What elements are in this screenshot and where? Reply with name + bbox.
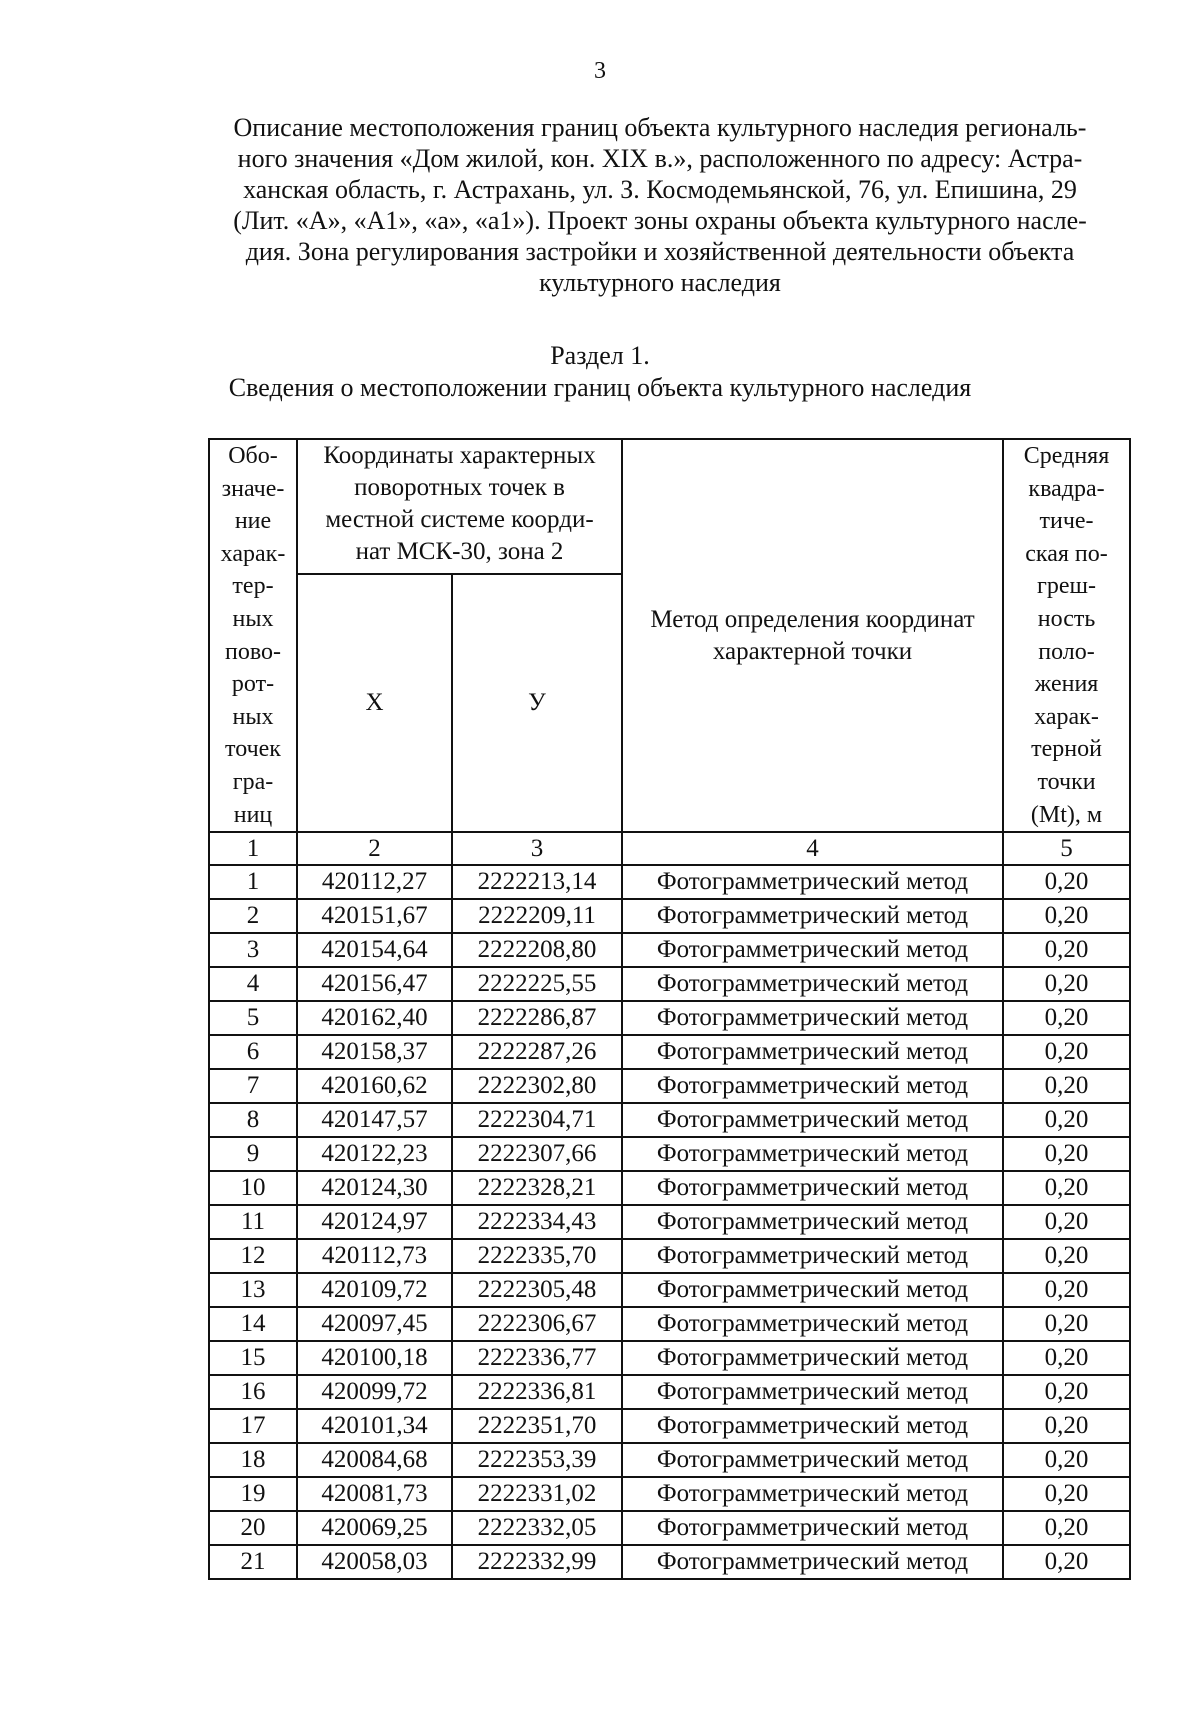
x-coordinate-cell: 420081,73: [297, 1477, 452, 1511]
table-row: [209, 1545, 1130, 1579]
method-cell: Фотограмметрический метод: [622, 1307, 1003, 1341]
header-line: харак-: [220, 540, 286, 567]
header-line: ниц: [233, 801, 273, 828]
header-line: гра-: [232, 768, 274, 795]
error-cell: 0,20: [1003, 1307, 1130, 1341]
y-coordinate-cell: 2222307,66: [452, 1137, 622, 1171]
method-cell: Фотограмметрический метод: [622, 1375, 1003, 1409]
table-row: [209, 1341, 1130, 1375]
x-coordinate-cell: 420124,30: [297, 1171, 452, 1205]
table-row: [209, 933, 1130, 967]
error-cell: 0,20: [1003, 1137, 1130, 1171]
header-line: (Mt), м: [1030, 801, 1103, 828]
point-number-cell: 21: [209, 1545, 297, 1579]
x-coordinate-cell: 420158,37: [297, 1035, 452, 1069]
y-coordinate-cell: 2222302,80: [452, 1069, 622, 1103]
header-line: тер-: [232, 573, 274, 600]
y-coordinate-cell: 2222225,55: [452, 967, 622, 1001]
y-coordinate-cell: 2222209,11: [452, 899, 622, 933]
header-line: поло-: [1038, 638, 1095, 665]
section-label: Раздел 1.: [550, 341, 650, 370]
method-cell: Фотограмметрический метод: [622, 899, 1003, 933]
method-cell: Фотограмметрический метод: [622, 1137, 1003, 1171]
header-line: нат МСК-30, зона 2: [355, 538, 564, 565]
point-number-cell: 11: [209, 1205, 297, 1239]
error-cell: 0,20: [1003, 1035, 1130, 1069]
table-row: [209, 1375, 1130, 1409]
table-row: [209, 865, 1130, 899]
x-coordinate-cell: 420154,64: [297, 933, 452, 967]
y-coordinate-cell: 2222328,21: [452, 1171, 622, 1205]
heading-line: культурного наследия: [539, 268, 781, 297]
x-coordinate-cell: 420147,57: [297, 1103, 452, 1137]
y-coordinate-cell: 2222287,26: [452, 1035, 622, 1069]
header-line: жения: [1034, 671, 1099, 698]
method-cell: Фотограмметрический метод: [622, 1273, 1003, 1307]
point-number-cell: 16: [209, 1375, 297, 1409]
table-row: [209, 1205, 1130, 1239]
column-number-row: [209, 832, 1130, 865]
x-coordinate-cell: 420100,18: [297, 1341, 452, 1375]
y-coordinate-cell: 2222331,02: [452, 1477, 622, 1511]
section-title: [0, 340, 1200, 404]
point-number-cell: 5: [209, 1001, 297, 1035]
error-cell: 0,20: [1003, 1511, 1130, 1545]
header-line: характерной точки: [712, 637, 913, 665]
header-line: поворотных точек в: [354, 474, 565, 501]
point-number-cell: 17: [209, 1409, 297, 1443]
y-coordinate-cell: 2222305,48: [452, 1273, 622, 1307]
x-coordinate-cell: 420058,03: [297, 1545, 452, 1579]
x-coordinate-cell: 420099,72: [297, 1375, 452, 1409]
table-row: [209, 899, 1130, 933]
header-x: Х: [297, 574, 452, 832]
table-row: [209, 1171, 1130, 1205]
point-number-cell: 2: [209, 899, 297, 933]
method-cell: Фотограмметрический метод: [622, 1001, 1003, 1035]
method-cell: Фотограмметрический метод: [622, 1511, 1003, 1545]
x-coordinate-cell: 420156,47: [297, 967, 452, 1001]
y-coordinate-cell: 2222306,67: [452, 1307, 622, 1341]
method-cell: Фотограмметрический метод: [622, 1477, 1003, 1511]
table-row: [209, 1409, 1130, 1443]
x-coordinate-cell: 420109,72: [297, 1273, 452, 1307]
table-row: [209, 1307, 1130, 1341]
error-cell: 0,20: [1003, 1273, 1130, 1307]
error-cell: 0,20: [1003, 1545, 1130, 1579]
point-number-cell: 3: [209, 933, 297, 967]
x-coordinate-cell: 420101,34: [297, 1409, 452, 1443]
point-number-cell: 18: [209, 1443, 297, 1477]
method-cell: Фотограмметрический метод: [622, 1103, 1003, 1137]
error-cell: 0,20: [1003, 967, 1130, 1001]
heading-line: (Лит. «А», «А1», «а», «а1»). Проект зоны охраны объекта культурного насле-: [233, 206, 1087, 235]
header-line: ных: [232, 703, 274, 730]
table-row: [209, 967, 1130, 1001]
header-line: ность: [1037, 605, 1096, 632]
method-cell: Фотограмметрический метод: [622, 1171, 1003, 1205]
error-cell: 0,20: [1003, 1103, 1130, 1137]
heading-line: ханская область, г. Астрахань, ул. З. Космодемьянской, 76, ул. Епишина, 29: [243, 175, 1077, 204]
method-cell: Фотограмметрический метод: [622, 1035, 1003, 1069]
header-line: терной: [1031, 736, 1102, 763]
method-cell: Фотограмметрический метод: [622, 1239, 1003, 1273]
header-line: Средняя: [1023, 443, 1110, 469]
y-coordinate-cell: 2222304,71: [452, 1103, 622, 1137]
error-cell: 0,20: [1003, 1239, 1130, 1273]
y-coordinate-cell: 2222353,39: [452, 1443, 622, 1477]
error-cell: 0,20: [1003, 1205, 1130, 1239]
y-coordinate-cell: 2222351,70: [452, 1409, 622, 1443]
header-line: греш-: [1037, 573, 1096, 600]
y-coordinate-cell: 2222332,05: [452, 1511, 622, 1545]
table-row: [209, 1239, 1130, 1273]
header-line: рот-: [231, 671, 275, 698]
error-cell: 0,20: [1003, 1069, 1130, 1103]
header-designation: [209, 439, 297, 832]
y-coordinate-cell: 2222286,87: [452, 1001, 622, 1035]
point-number-cell: 4: [209, 967, 297, 1001]
table-row: [209, 1273, 1130, 1307]
header-line: ская по-: [1025, 540, 1108, 567]
header-line: тиче-: [1039, 508, 1094, 535]
y-coordinate-cell: 2222334,43: [452, 1205, 622, 1239]
method-cell: Фотограмметрический метод: [622, 1409, 1003, 1443]
method-cell: Фотограмметрический метод: [622, 1545, 1003, 1579]
header-line: харак-: [1034, 703, 1099, 730]
y-coordinate-cell: 2222208,80: [452, 933, 622, 967]
point-number-cell: 14: [209, 1307, 297, 1341]
error-cell: 0,20: [1003, 1477, 1130, 1511]
x-coordinate-cell: 420084,68: [297, 1443, 452, 1477]
header-line: Координаты характерных: [323, 442, 596, 469]
y-coordinate-cell: 2222332,99: [452, 1545, 622, 1579]
coordinates-table: [208, 438, 1131, 1580]
header-coordinates: [297, 439, 622, 574]
page-number: 3: [594, 58, 606, 84]
point-number-cell: 7: [209, 1069, 297, 1103]
error-cell: 0,20: [1003, 1171, 1130, 1205]
heading-line: ного значения «Дом жилой, кон. XIX в.», расположенного по адресу: Астра-: [237, 144, 1083, 173]
table-row: [209, 1443, 1130, 1477]
table-row: [209, 1477, 1130, 1511]
method-cell: Фотограмметрический метод: [622, 933, 1003, 967]
column-number: 3: [452, 832, 622, 865]
document-heading: [196, 112, 1124, 298]
error-cell: 0,20: [1003, 1443, 1130, 1477]
header-method: [622, 439, 1003, 832]
x-coordinate-cell: 420160,62: [297, 1069, 452, 1103]
header-line: точки: [1037, 768, 1096, 795]
x-coordinate-cell: 420097,45: [297, 1307, 452, 1341]
table-row: [209, 1103, 1130, 1137]
column-number: 4: [622, 832, 1003, 865]
point-number-cell: 13: [209, 1273, 297, 1307]
table-row: [209, 1511, 1130, 1545]
point-number-cell: 1: [209, 865, 297, 899]
header-line: ных: [232, 605, 274, 632]
header-mean-square-error: [1003, 439, 1130, 832]
method-cell: Фотограмметрический метод: [622, 1341, 1003, 1375]
method-cell: Фотограмметрический метод: [622, 967, 1003, 1001]
header-line: местной системе коорди-: [325, 506, 594, 533]
point-number-cell: 9: [209, 1137, 297, 1171]
method-cell: Фотограмметрический метод: [622, 1443, 1003, 1477]
point-number-cell: 10: [209, 1171, 297, 1205]
section-subtitle: Сведения о местоположении границ объекта культурного наследия: [228, 373, 972, 402]
table-body: [209, 865, 1130, 1579]
point-number-cell: 8: [209, 1103, 297, 1137]
error-cell: 0,20: [1003, 933, 1130, 967]
x-coordinate-cell: 420112,27: [297, 865, 452, 899]
column-number: 1: [209, 832, 297, 865]
heading-line: дия. Зона регулирования застройки и хозяйственной деятельности объекта: [245, 237, 1075, 266]
x-coordinate-cell: 420122,23: [297, 1137, 452, 1171]
table-row: [209, 1035, 1130, 1069]
point-number-cell: 20: [209, 1511, 297, 1545]
error-cell: 0,20: [1003, 865, 1130, 899]
header-y: У: [452, 574, 622, 832]
x-coordinate-cell: 420162,40: [297, 1001, 452, 1035]
y-coordinate-cell: 2222336,77: [452, 1341, 622, 1375]
header-line: ние: [234, 508, 272, 535]
x-coordinate-cell: 420112,73: [297, 1239, 452, 1273]
point-number-cell: 12: [209, 1239, 297, 1273]
header-line: Обо-: [228, 443, 278, 469]
error-cell: 0,20: [1003, 899, 1130, 933]
header-line: значе-: [221, 475, 285, 502]
x-coordinate-cell: 420124,97: [297, 1205, 452, 1239]
x-coordinate-cell: 420069,25: [297, 1511, 452, 1545]
column-number: 2: [297, 832, 452, 865]
header-line: пово-: [224, 638, 281, 665]
table-row: [209, 1069, 1130, 1103]
method-cell: Фотограмметрический метод: [622, 865, 1003, 899]
error-cell: 0,20: [1003, 1409, 1130, 1443]
error-cell: 0,20: [1003, 1375, 1130, 1409]
point-number-cell: 6: [209, 1035, 297, 1069]
table-row: [209, 1001, 1130, 1035]
method-cell: Фотограмметрический метод: [622, 1069, 1003, 1103]
header-line: Метод определения координат: [650, 605, 975, 633]
method-cell: Фотограмметрический метод: [622, 1205, 1003, 1239]
y-coordinate-cell: 2222335,70: [452, 1239, 622, 1273]
x-coordinate-cell: 420151,67: [297, 899, 452, 933]
column-number: 5: [1003, 832, 1130, 865]
header-line: квадра-: [1028, 475, 1105, 502]
error-cell: 0,20: [1003, 1341, 1130, 1375]
table-row: [209, 1137, 1130, 1171]
point-number-cell: 19: [209, 1477, 297, 1511]
y-coordinate-cell: 2222213,14: [452, 865, 622, 899]
heading-line: Описание местоположения границ объекта культурного наследия региональ-: [233, 113, 1087, 142]
point-number-cell: 15: [209, 1341, 297, 1375]
error-cell: 0,20: [1003, 1001, 1130, 1035]
y-coordinate-cell: 2222336,81: [452, 1375, 622, 1409]
header-line: точек: [225, 736, 281, 763]
